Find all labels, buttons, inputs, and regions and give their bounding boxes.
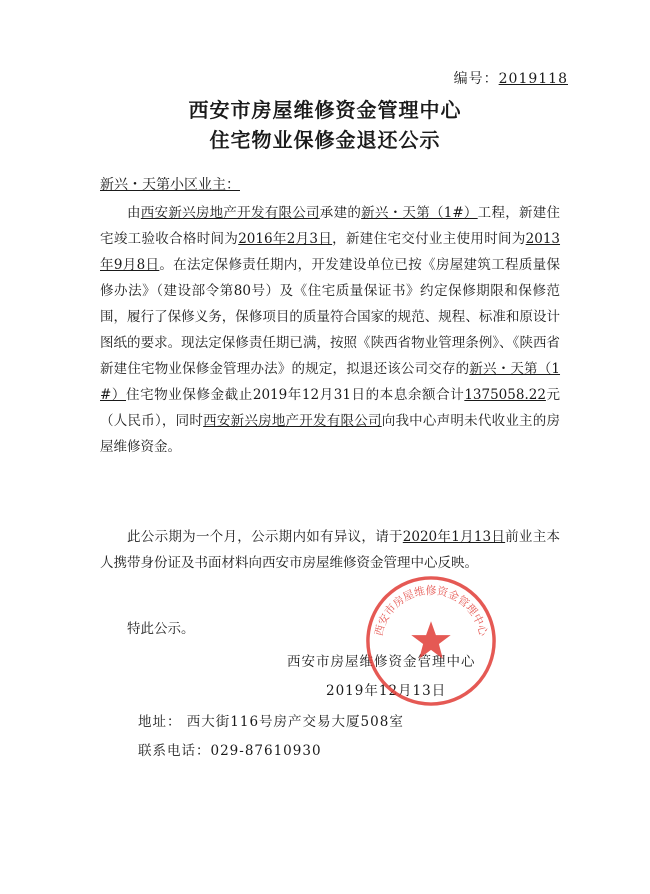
delivery-date: 2013年9月8日 (100, 231, 561, 273)
project-name: 新兴・天第（1#） (361, 205, 478, 221)
project-name-2: 新兴・天第（1#） (100, 361, 561, 403)
closing-remark: 特此公示。 (127, 621, 195, 637)
seal-star-icon (411, 621, 450, 658)
paragraph-1 (100, 200, 560, 460)
p2-text-1: 此公示期为一个月，公示期内如有异议，请于 (127, 529, 403, 545)
acceptance-date: 2016年2月3日 (238, 231, 333, 247)
document-number (454, 68, 568, 88)
refund-amount: 1375058.22 (464, 387, 546, 403)
p1-text-4: ，新建住宅交付业主使用时间为 (332, 231, 526, 247)
p1-text-5: 。在法定保修责任期内，开发建设单位已按《房屋建筑工程质量保修办法》（建设部令第80号）及《住宅质量保证书》约定保修期限和保修范围，履行了保修义务，保修项目的质量符合国家的规范、规程、标准和原设计图纸的要求。现法定保修责任期已满，按照《陕西省物业管理条例》、《陕西省新建住宅物业保修金管理办法》的规定，拟退还该公司交存的 (100, 257, 561, 377)
contact-phone: 联系电话：029-87610930 (138, 743, 322, 759)
developer-name: 西安新兴房地产开发有限公司 (140, 205, 320, 221)
objection-deadline: 2020年1月13日 (402, 529, 506, 545)
title-line-2: 住宅物业保修金退还公示 (209, 128, 441, 152)
p1-text-3: 工程，新建住宅竣工验收合格时间为 (100, 205, 561, 247)
signature-date: 2019年12月13日 (326, 683, 447, 699)
developer-name-2: 西安新兴房地产开发有限公司 (203, 413, 382, 429)
seal-text-path: 西安市房屋维修资金管理中心 (372, 584, 490, 638)
p1-text-7: 元（人民币），同时 (100, 387, 561, 429)
p1-text-6: 住宅物业保修金截止2019年12月31日的本息余额合计 (126, 387, 465, 403)
official-seal (362, 572, 500, 710)
p2-text-2: 前业主本人携带身份证及书面材料向西安市房屋维修资金管理中心反映。 (100, 529, 561, 571)
document-number-value: 2019118 (498, 71, 568, 87)
p1-text-2: 承建的 (319, 205, 362, 221)
paragraph-2 (100, 524, 560, 576)
signature-organization: 西安市房屋维修资金管理中心 (287, 654, 476, 670)
title-line-1: 西安市房屋维修资金管理中心 (188, 98, 462, 122)
p1-text-8: 向我中心声明未代收业主的房屋维修资金。 (100, 413, 561, 455)
p1-text-1: 由 (127, 205, 141, 221)
contact-address: 地址： 西大街116号房产交易大厦508室 (138, 714, 404, 730)
salutation: 新兴・天第小区业主： (100, 177, 240, 193)
document-number-label: 编号： (453, 71, 499, 87)
